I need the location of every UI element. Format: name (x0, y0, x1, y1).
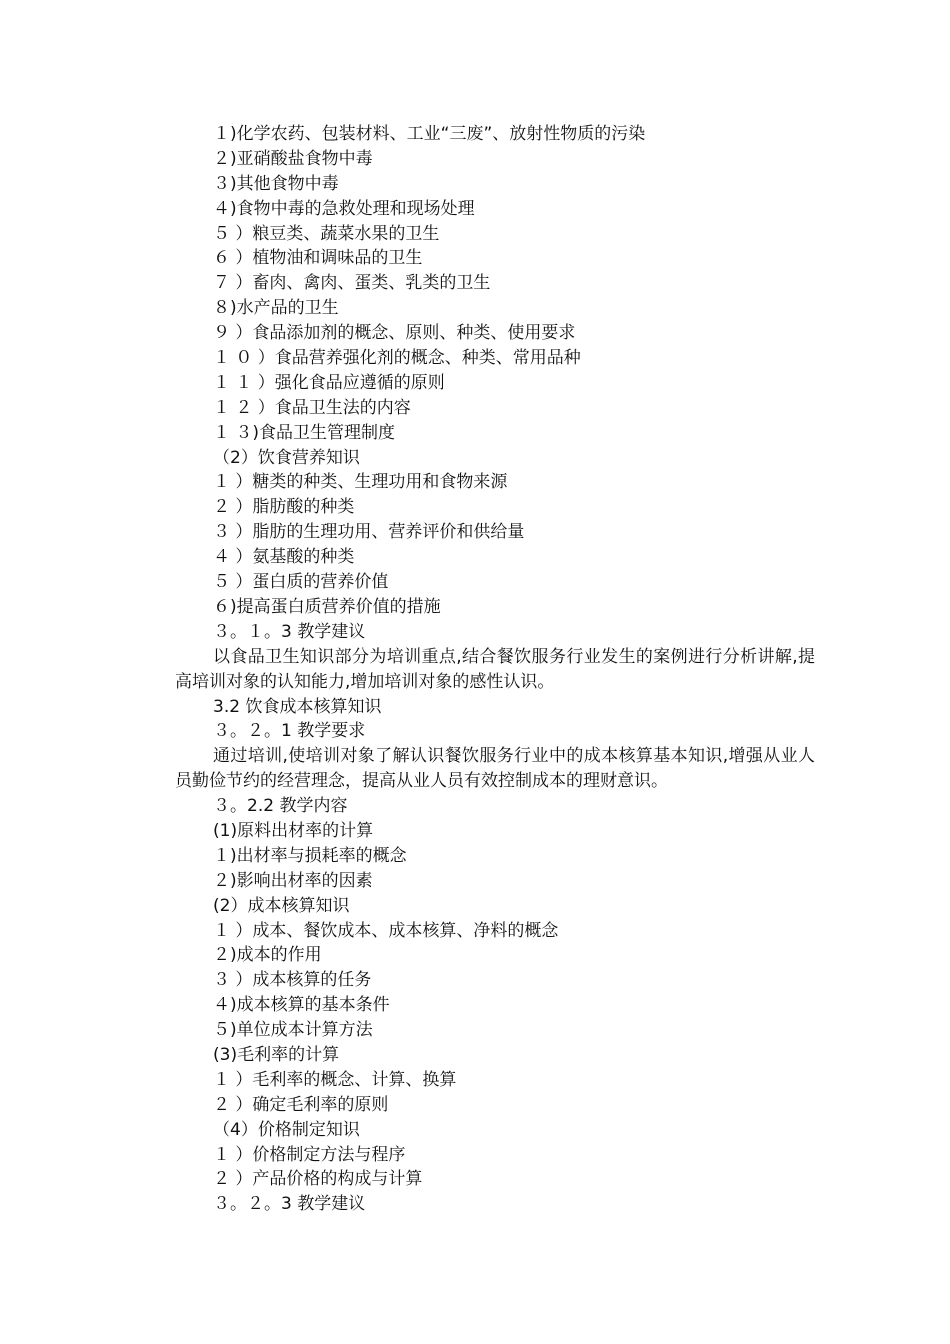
text-line: ２ ）确定毛利率的原则 (213, 1094, 389, 1115)
text-line: ２ ）脂肪酸的种类 (213, 497, 355, 518)
text-line: (1)原料出材率的计算 (213, 821, 374, 841)
text-line: ５ ）蛋白质的营养价值 (213, 572, 389, 593)
text-line: １)化学农药、包装材料、工业“三废”、放射性物质的污染 (213, 124, 646, 144)
text-line: １ ）糖类的种类、生理功用和食物来源 (213, 472, 508, 493)
text-line: ３ ）成本核算的任务 (213, 970, 372, 991)
body-paragraph: 通过培训,使培训对象了解认识餐饮服务行业中的成本核算基本知识,增强从业人员勤俭节约的经营理念，提高从业人员有效控制成本的理财意识。 (175, 746, 815, 792)
text-line: ９ ）食品添加剂的概念、原则、种类、使用要求 (213, 323, 576, 344)
text-line: ５ ）粮豆类、蔬菜水果的卫生 (213, 223, 440, 244)
text-line: １ ２ ）食品卫生法的内容 (213, 397, 411, 418)
text-line: ４)成本核算的基本条件 (213, 995, 390, 1016)
document-body (175, 122, 815, 1217)
text-line: ２)影响出材率的因素 (213, 870, 373, 891)
text-line: ３。２。1 教学要求 (213, 721, 366, 742)
text-line: ２)成本的作用 (213, 945, 322, 966)
text-line: 3.2 饮食成本核算知识 (213, 696, 382, 717)
text-line: １ ３)食品卫生管理制度 (213, 422, 396, 443)
text-line: １ ０ ）食品营养强化剂的概念、种类、常用品种 (213, 348, 581, 369)
text-line: ３。2.2 教学内容 (213, 796, 348, 817)
text-line: ４ ）氨基酸的种类 (213, 547, 355, 568)
text-line: ２)亚硝酸盐食物中毒 (213, 148, 373, 169)
text-line: ３。２。3 教学建议 (213, 1194, 366, 1215)
text-line: (2）成本核算知识 (213, 895, 350, 916)
text-line: １ １ ）强化食品应遵循的原则 (213, 372, 445, 393)
text-line: １)出材率与损耗率的概念 (213, 845, 407, 866)
body-paragraph: 以食品卫生知识部分为培训重点,结合餐饮服务行业发生的案例进行分析讲解,提高培训对象的认知能力,增加培训对象的感性认识。 (175, 646, 815, 692)
text-line: （4）价格制定知识 (213, 1119, 360, 1140)
text-line: ７ ）畜肉、禽肉、蛋类、乳类的卫生 (213, 273, 491, 294)
text-line: ５)单位成本计算方法 (213, 1020, 373, 1041)
text-line: (3)毛利率的计算 (213, 1045, 340, 1066)
text-line: １ ）价格制定方法与程序 (213, 1144, 406, 1165)
text-line: ４)食物中毒的急救处理和现场处理 (213, 198, 475, 219)
text-line: ８)水产品的卫生 (213, 298, 339, 319)
text-line: ２ ）产品价格的构成与计算 (213, 1169, 423, 1190)
text-line: １ ）成本、餐饮成本、成本核算、净料的概念 (213, 920, 559, 941)
text-line: ３ ）脂肪的生理功用、营养评价和供给量 (213, 522, 525, 543)
text-line: ６ ）植物油和调味品的卫生 (213, 248, 423, 269)
text-line: ３。１。3 教学建议 (213, 621, 366, 642)
text-line: ３)其他食物中毒 (213, 173, 339, 194)
text-line: （2）饮食营养知识 (213, 447, 360, 468)
text-line: ６)提高蛋白质营养价值的措施 (213, 596, 441, 617)
text-line: １ ）毛利率的概念、计算、换算 (213, 1069, 457, 1090)
